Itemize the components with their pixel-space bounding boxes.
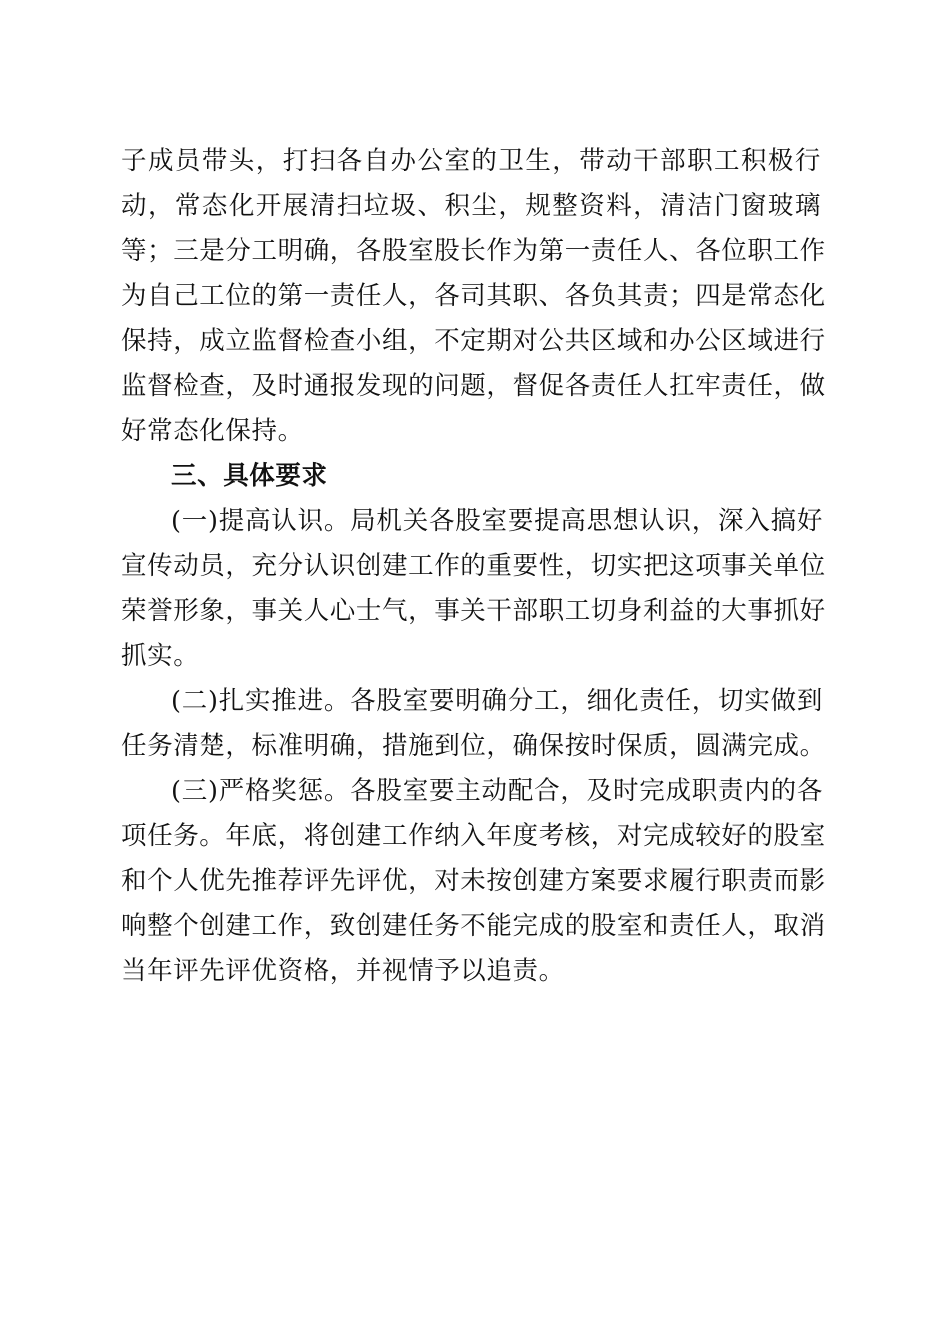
body-text-line: 任务清楚，标准明确，措施到位，确保按时保质，圆满完成。 bbox=[121, 731, 826, 761]
body-text-line: 子成员带头，打扫各自办公室的卫生，带动干部职工积极行 bbox=[121, 146, 821, 176]
body-text-line: 响整个创建工作，致创建任务不能完成的股室和责任人，取消 bbox=[121, 911, 826, 941]
body-text-line: 等；三是分工明确，各股室股长作为第一责任人、各位职工作 bbox=[121, 236, 826, 266]
section-heading: 三、具体要求 bbox=[171, 461, 328, 491]
body-text-line: 保持，成立监督检查小组，不定期对公共区域和办公区域进行 bbox=[121, 326, 826, 356]
body-text-line: 宣传动员，充分认识创建工作的重要性，切实把这项事关单位 bbox=[121, 551, 826, 581]
paragraph-first-line: (二)扎实推进。各股室要明确分工，细化责任，切实做到 bbox=[171, 686, 823, 716]
body-text-line: 和个人优先推荐评先评优，对未按创建方案要求履行职责而影 bbox=[121, 866, 826, 896]
body-text-line: 好常态化保持。 bbox=[121, 416, 304, 446]
paragraph-first-line: (三)严格奖惩。各股室要主动配合，及时完成职责内的各 bbox=[171, 776, 823, 806]
body-text-line: 动，常态化开展清扫垃圾、积尘，规整资料，清洁门窗玻璃 bbox=[121, 191, 821, 221]
body-text-line: 项任务。年底，将创建工作纳入年度考核，对完成较好的股室 bbox=[121, 821, 826, 851]
paragraph-first-line: (一)提高认识。局机关各股室要提高思想认识，深入搞好 bbox=[171, 506, 823, 536]
body-text-line: 荣誉形象，事关人心士气，事关干部职工切身利益的大事抓好 bbox=[121, 596, 826, 626]
body-text-line: 抓实。 bbox=[121, 641, 200, 671]
body-text-line: 监督检查，及时通报发现的问题，督促各责任人扛牢责任，做 bbox=[121, 371, 826, 401]
body-text-line: 为自己工位的第一责任人，各司其职、各负其责；四是常态化 bbox=[121, 281, 826, 311]
body-text-line: 当年评先评优资格，并视情予以追责。 bbox=[121, 956, 565, 986]
